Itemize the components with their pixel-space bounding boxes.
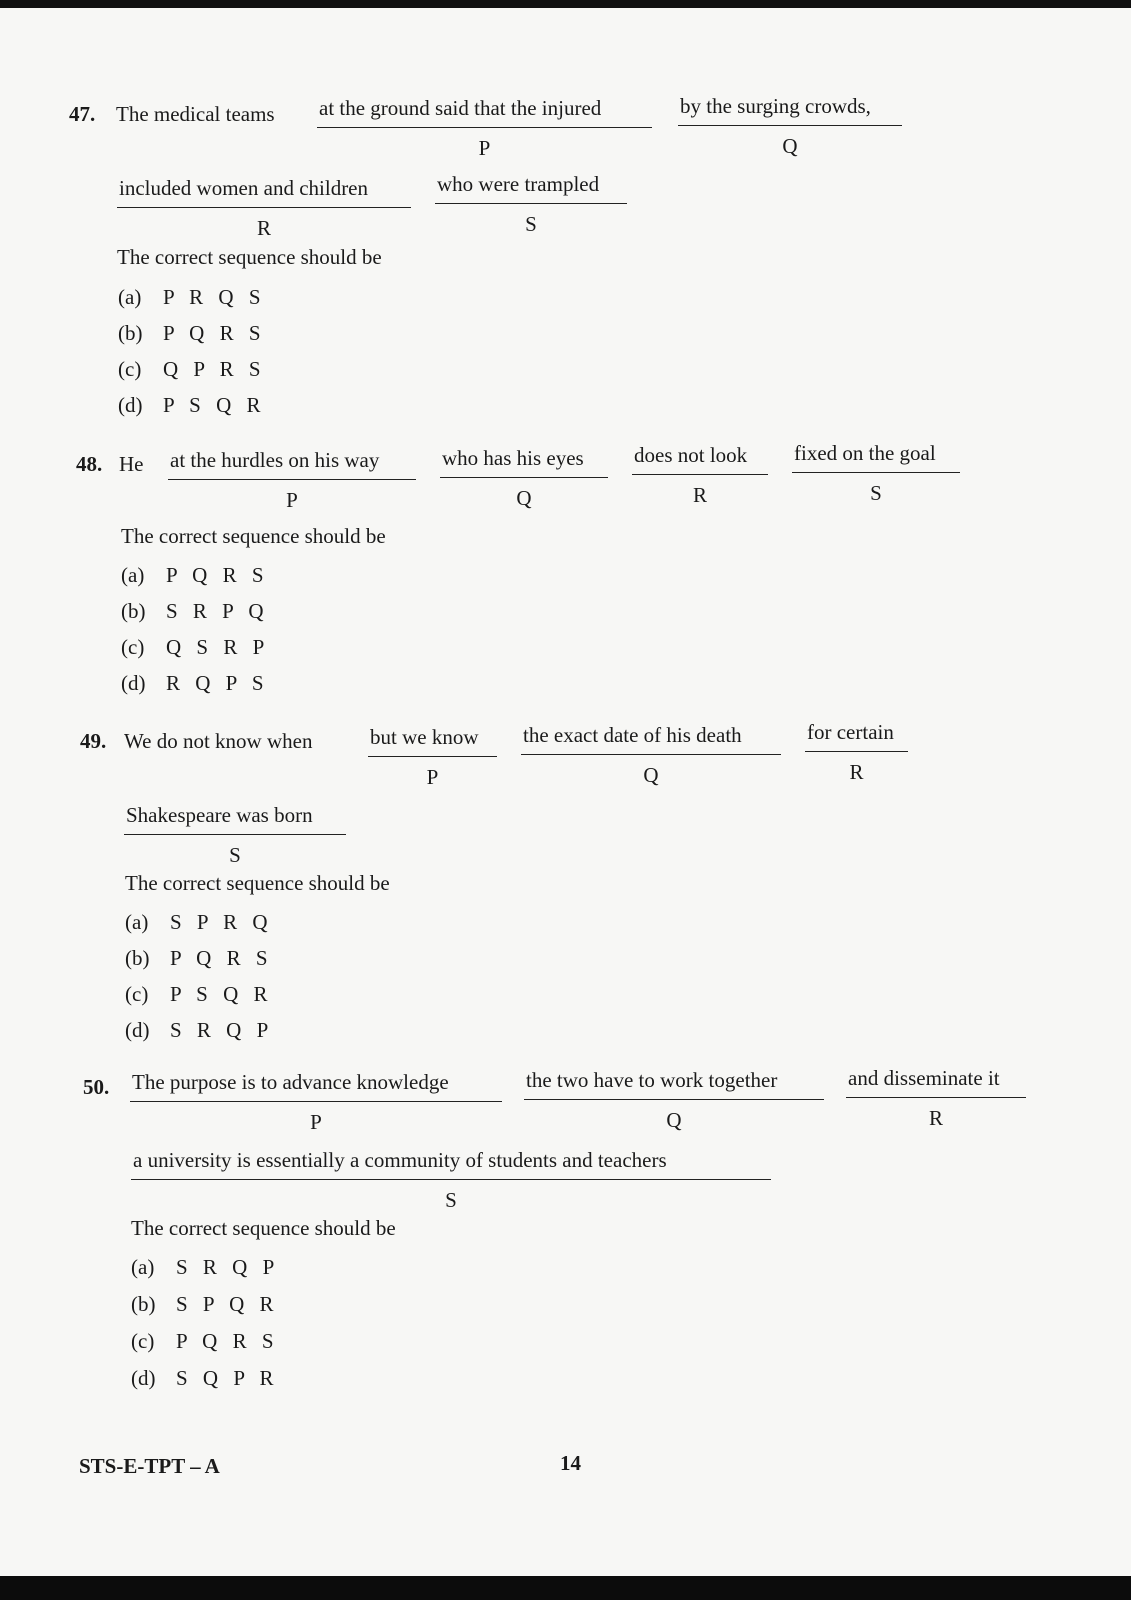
top-scan-edge (0, 0, 1131, 8)
option-c[interactable]: (c) Q P R S (118, 357, 266, 381)
bottom-scan-edge (0, 1576, 1131, 1600)
option-a[interactable]: (a) P R Q S (118, 285, 266, 309)
option-c[interactable]: (c) P Q R S (131, 1329, 279, 1353)
segment-s: Shakespeare was born S (124, 803, 346, 868)
segment-p: at the hurdles on his way P (168, 448, 416, 513)
segment-q: by the surging crowds, Q (678, 94, 902, 159)
option-d[interactable]: (d) R Q P S (121, 671, 269, 695)
segment-q: who has his eyes Q (440, 446, 608, 511)
segment-p: The purpose is to advance knowledge P (130, 1070, 502, 1135)
question-number: 48. (76, 452, 103, 476)
option-a[interactable]: (a) S R Q P (131, 1255, 280, 1279)
segment-r: and disseminate it R (846, 1066, 1026, 1131)
sequence-prompt: The correct sequence should be (121, 524, 386, 548)
segment-r: for certain R (805, 720, 908, 785)
segment-s: who were trampled S (435, 172, 627, 237)
question-stem: He (119, 452, 144, 476)
segment-q: the two have to work together Q (524, 1068, 824, 1133)
question-stem: We do not know when (124, 729, 313, 753)
option-c[interactable]: (c) Q S R P (121, 635, 270, 659)
option-c[interactable]: (c) P S Q R (125, 982, 273, 1006)
segment-s: a university is essentially a community of students and teachers S (131, 1148, 771, 1213)
option-b[interactable]: (b) S P Q R (131, 1292, 279, 1316)
segment-r: does not look R (632, 443, 768, 508)
option-d[interactable]: (d) P S Q R (118, 393, 266, 417)
option-d[interactable]: (d) S R Q P (125, 1018, 274, 1042)
segment-p: at the ground said that the injured P (317, 96, 652, 161)
question-number: 50. (83, 1075, 110, 1099)
footer-page-number: 14 (560, 1451, 581, 1475)
sequence-prompt: The correct sequence should be (131, 1216, 396, 1240)
segment-r: included women and children R (117, 176, 411, 241)
option-b[interactable]: (b) S R P Q (121, 599, 269, 623)
question-number: 47. (69, 102, 96, 126)
option-a[interactable]: (a) S P R Q (125, 910, 273, 934)
option-a[interactable]: (a) P Q R S (121, 563, 269, 587)
sequence-prompt: The correct sequence should be (117, 245, 382, 269)
segment-s: fixed on the goal S (792, 441, 960, 506)
option-b[interactable]: (b) P Q R S (118, 321, 266, 345)
sequence-prompt: The correct sequence should be (125, 871, 390, 895)
question-stem: The medical teams (116, 102, 275, 126)
option-d[interactable]: (d) S Q P R (131, 1366, 279, 1390)
segment-q: the exact date of his death Q (521, 723, 781, 788)
option-b[interactable]: (b) P Q R S (125, 946, 273, 970)
segment-p: but we know P (368, 725, 497, 790)
footer-paper-code: STS-E-TPT – A (79, 1454, 220, 1478)
question-number: 49. (80, 729, 107, 753)
